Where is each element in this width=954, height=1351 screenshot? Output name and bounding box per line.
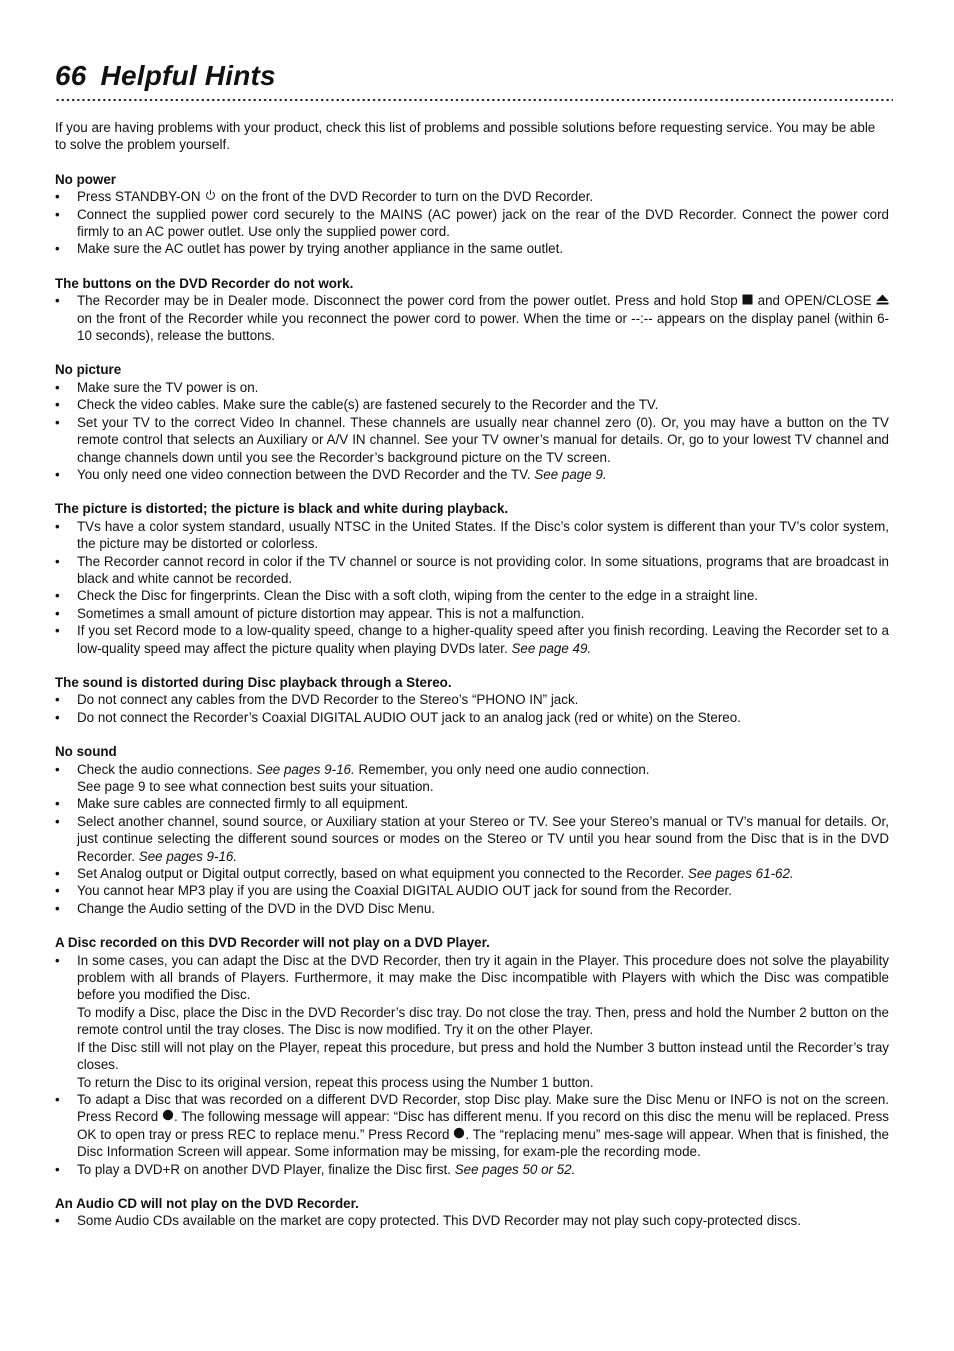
record-dot-icon xyxy=(453,1126,465,1143)
list-item: • The Recorder cannot record in color if the TV channel or source is not providing color. In some situations, programs that are broadcast in black and white cannot be recorded. xyxy=(55,553,889,586)
section-heading: The buttons on the DVD Recorder do not work. xyxy=(55,275,354,291)
section-heading: No picture xyxy=(55,362,122,378)
list-item: • You only need one video connection between the DVD Recorder and the TV. See page 9. xyxy=(55,466,607,482)
list-item: • Make sure the AC outlet has power by trying another appliance in the same outlet. xyxy=(55,241,564,257)
list-item: • To adapt a Disc that was recorded on a different DVD Recorder, stop Disc play. Make sure the Disc Menu or INFO is not on the screen. Press Record . The following message will appear: “Disc has different menu. If you record on this disc the menu will be replaced. Press OK to open tray or press REC to replace menu.” Press Record . The “replacing menu” mes-sage will appear. When that is finished, the Disc Information Screen will appear. Some information may be missing, for exam-ple the recording mode. xyxy=(55,1091,889,1160)
list-item: • Change the Audio setting of the DVD in the DVD Disc Menu. xyxy=(55,900,436,916)
power-standby-icon xyxy=(204,188,217,205)
section-buttons-not-working xyxy=(55,275,889,345)
list-item: • Make sure the TV power is on. xyxy=(55,379,259,395)
section-no-sound xyxy=(55,743,889,917)
list-item: • If you set Record mode to a low-quality speed, change to a higher-quality speed after you finish recording. Leaving the Recorder set to a low-quality speed may affect the picture quality when playing DVDs later. See page 49. xyxy=(55,623,889,656)
hint-list xyxy=(55,188,889,258)
list-item: • Press STANDBY-ON on the front of the DVD Recorder to turn on the DVD Recorder. xyxy=(55,189,594,205)
list-item: • Check the Disc for fingerprints. Clean the Disc with a soft cloth, wiping from the center to the edge in a straight line. xyxy=(55,588,759,604)
page-reference: See pages 9-16. xyxy=(138,848,238,864)
manual-page xyxy=(55,58,889,1230)
list-item: • Set Analog output or Digital output correctly, based on what equipment you connected to the Recorder. See pages 61-62. xyxy=(55,866,794,882)
list-item: • Check the video cables. Make sure the cable(s) are fastened securely to the Recorder and the TV. xyxy=(55,397,659,413)
section-sound-distorted xyxy=(55,674,889,726)
hint-list xyxy=(55,379,889,483)
hint-list xyxy=(55,952,889,1178)
page-header xyxy=(55,58,889,94)
list-item: • Set your TV to the correct Video In channel. These channels are usually near channel zero (0). Or, you may have a button on the TV remote control that selects an Auxiliary or A/V IN channel. See your TV owner’s manual for details. Or, go to your lowest TV channel and change channels down until you see the Recorder’s background picture on the TV screen. xyxy=(55,414,889,465)
list-item: • Sometimes a small amount of picture distortion may appear. This is not a malfunction. xyxy=(55,605,585,621)
section-disc-not-playing xyxy=(55,934,889,1178)
page-reference: See page 49. xyxy=(511,640,592,656)
section-heading: A Disc recorded on this DVD Recorder will not play on a DVD Player. xyxy=(55,935,490,951)
section-no-picture xyxy=(55,361,889,483)
section-heading: No sound xyxy=(55,744,117,760)
list-item: • To play a DVD+R on another DVD Player, finalize the Disc first. See pages 50 or 52. xyxy=(55,1161,576,1177)
page-reference: See pages 50 or 52. xyxy=(454,1161,576,1177)
list-item: • Do not connect any cables from the DVD Recorder to the Stereo’s “PHONO IN” jack. xyxy=(55,692,579,708)
list-item: • In some cases, you can adapt the Disc at the DVD Recorder, then try it again in the Player. This procedure does not solve the playability problem with all brands of Players. Furthermore, it may make the Disc incompatible with Players with which the Disc was compatible before you modified the Disc. To modify a Disc, place the Disc in the DVD Recorder’s disc tray. Do not close the tray. Then, press and hold the Number 2 button on the remote control until the tray closes. The Disc is now modified. Try it on the other Player. If the Disc still will not play on the Player, repeat this procedure, but press and hold the Number 3 button instead until the Recorder’s tray closes. To return the Disc to its original version, repeat this process using the Number 1 button. xyxy=(55,952,889,1090)
list-item: • Check the audio connections. See pages 9-16. Remember, you only need one audio connection. See page 9 to see what connection best suits your situation. xyxy=(55,761,650,794)
list-item: • The Recorder may be in Dealer mode. Disconnect the power cord from the power outlet. Press and hold Stop and OPEN/CLOSE on the front of the Recorder while you reconnect the power cord to power. When the time or --:-- appears on the display panel (within 6-10 seconds), release the buttons. xyxy=(55,293,889,344)
dotted-divider xyxy=(55,98,893,102)
list-item: • Do not connect the Recorder’s Coaxial DIGITAL AUDIO OUT jack to an analog jack (red or white) on the Stereo. xyxy=(55,709,741,725)
record-dot-icon xyxy=(162,1108,174,1125)
list-item: • TVs have a color system standard, usually NTSC in the United States. If the Disc’s color system is different than your TV’s color system, the picture may be distorted or colorless. xyxy=(55,518,889,552)
section-heading: The picture is distorted; the picture is black and white during playback. xyxy=(55,501,509,517)
hint-list xyxy=(55,1212,889,1229)
section-no-power xyxy=(55,171,889,258)
list-item: • Some Audio CDs available on the market are copy protected. This DVD Recorder may not play such copy-protected discs. xyxy=(55,1213,801,1229)
page-title: Helpful Hints xyxy=(100,60,276,91)
hint-list xyxy=(55,761,889,918)
list-item: • You cannot hear MP3 play if you are using the Coaxial DIGITAL AUDIO OUT jack for sound from the Recorder. xyxy=(55,883,732,899)
hint-list xyxy=(55,518,889,657)
page-reference: See pages 9-16. xyxy=(256,761,355,777)
hint-list xyxy=(55,292,889,344)
section-audio-cd xyxy=(55,1195,889,1230)
page-reference: See page 9. xyxy=(534,466,607,482)
intro-paragraph: If you are having problems with your product, check this list of problems and possible solutions before requesting service. You may be able to solve the problem yourself. xyxy=(55,120,876,153)
stop-square-icon xyxy=(742,292,753,309)
eject-icon xyxy=(876,292,889,309)
page-number: 66 xyxy=(55,60,87,91)
section-heading: The sound is distorted during Disc playback through a Stereo. xyxy=(55,674,452,690)
list-item: • Make sure cables are connected firmly to all equipment. xyxy=(55,796,409,812)
list-item: • Select another channel, sound source, or Auxiliary station at your Stereo or TV. See your Stereo’s manual or TV’s manual for details. Or, just continue selecting the different sound sources or modes on the Stereo or TV until you hear sound from the Disc that is in the DVD Recorder. See pages 9-16. xyxy=(55,813,889,864)
hint-list xyxy=(55,691,889,726)
section-picture-distorted xyxy=(55,500,889,657)
list-item: • Connect the supplied power cord securely to the MAINS (AC power) jack on the rear of the DVD Recorder. Connect the power cord firmly to an AC power outlet. Use only the supplied power cord. xyxy=(55,206,889,240)
section-heading: No power xyxy=(55,171,117,187)
page-reference: See pages 61-62. xyxy=(687,866,794,882)
section-heading: An Audio CD will not play on the DVD Recorder. xyxy=(55,1195,359,1211)
